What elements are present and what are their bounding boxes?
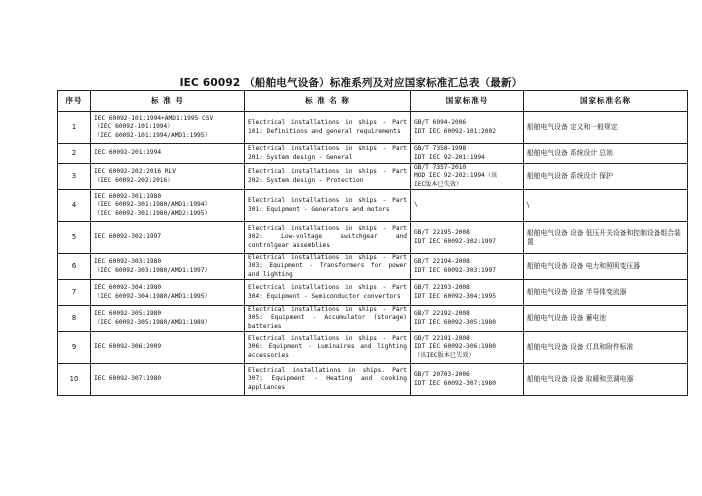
standard-number-line: IEC 60092-304:1980 bbox=[94, 284, 162, 292]
standard-number-cell bbox=[91, 112, 245, 144]
header-gb-no: 国家标准号 bbox=[411, 91, 524, 112]
gb-number-line: IDT IEC 60092-304:1995 bbox=[414, 292, 496, 300]
row-number: 9 bbox=[58, 332, 91, 364]
standard-number-line: （IEC 60092-301:1980/AMD2:1995） bbox=[94, 209, 211, 217]
gb-number-line: IDT IEC 92-201:1994 bbox=[414, 153, 485, 161]
row-number: 8 bbox=[58, 306, 91, 332]
standard-name-cell: Electrical installations in ships - Part 302: Low-voltage switchgear and controlgear assemblies bbox=[245, 222, 411, 254]
gb-name-cell: \ bbox=[524, 190, 688, 222]
row-number: 3 bbox=[58, 164, 91, 190]
gb-name-cell: 船舶电气设备 设备 灯具和附件标准 bbox=[524, 332, 688, 364]
header-no: 序号 bbox=[58, 91, 91, 112]
standard-number-cell bbox=[91, 306, 245, 332]
gb-number-line: GB/T 22192-2008 bbox=[414, 310, 470, 318]
gb-number-cell bbox=[411, 254, 524, 280]
gb-number-line: GB/T 6994-2006 bbox=[414, 119, 467, 127]
standard-name-cell: Electrical installations in ships - Part 304: Equipment - Semiconductor convertors bbox=[245, 280, 411, 306]
gb-number-line: GB/T 22194-2008 bbox=[414, 258, 470, 266]
table-row bbox=[58, 112, 688, 144]
gb-name-cell: 船舶电气设备 设备 低压开关设备和控制设备组合装置 bbox=[524, 222, 688, 254]
table-row bbox=[58, 254, 688, 280]
standard-number-line: （IEC 60092-202:2016） bbox=[94, 176, 174, 184]
header-gb-name: 国家标准名称 bbox=[524, 91, 688, 112]
gb-name-cell: 船舶电气设备 设备 蓄电池 bbox=[524, 306, 688, 332]
table-row bbox=[58, 364, 688, 396]
header-std-name: 标 准 名 称 bbox=[245, 91, 411, 112]
row-number: 2 bbox=[58, 144, 91, 164]
gb-number-line: GB/T 7358-1998 bbox=[414, 145, 467, 153]
standard-number-line: IEC 60092-101:1994+AMD1:1995 CSV bbox=[94, 115, 214, 123]
standard-number-line: IEC 60092-307:1980 bbox=[94, 375, 162, 383]
standard-name-cell: Electrical installations in ships. Part 307: Equipment - Heating and cooking appliances bbox=[245, 364, 411, 396]
gb-name-cell: 船舶电气设备 设备 取暖和烹调电器 bbox=[524, 364, 688, 396]
row-number: 5 bbox=[58, 222, 91, 254]
standard-number-cell bbox=[91, 222, 245, 254]
gb-name-cell: 船舶电气设备 设备 半导体变流器 bbox=[524, 280, 688, 306]
table-row bbox=[58, 190, 688, 222]
gb-number-cell bbox=[411, 364, 524, 396]
standard-number-cell bbox=[91, 364, 245, 396]
gb-number-cell bbox=[411, 144, 524, 164]
row-number: 10 bbox=[58, 364, 91, 396]
standard-number-line: （IEC 60092-101:1994/AMD1:1995） bbox=[94, 131, 211, 139]
gb-number-line: IDT IEC 60092-306:1980 bbox=[414, 343, 496, 351]
standard-number-line: （IEC 60092-101:1994） bbox=[94, 123, 174, 131]
gb-number-line: IDT IEC 60092-305:1980 bbox=[414, 318, 496, 326]
gb-number-line: IDT IEC 60092-101:2002 bbox=[414, 127, 496, 135]
gb-name-cell: 船舶电气设备 定义和一般规定 bbox=[524, 112, 688, 144]
row-number: 1 bbox=[58, 112, 91, 144]
table-row bbox=[58, 306, 688, 332]
gb-number-line: IDT IEC 60092-303:1997 bbox=[414, 266, 496, 274]
standard-number-line: IEC 60092-301:1980 bbox=[94, 193, 162, 201]
gb-number-cell bbox=[411, 112, 524, 144]
gb-number-line: GB/T 20703-2006 bbox=[414, 371, 470, 379]
gb-number-line: IDT IEC 60092-307:1980 bbox=[414, 379, 496, 387]
gb-number-line: IEC版本已失效） bbox=[414, 180, 463, 188]
row-number: 4 bbox=[58, 190, 91, 222]
standard-number-line: IEC 60092-201:1994 bbox=[94, 149, 162, 157]
table-row bbox=[58, 280, 688, 306]
standard-name-cell: Electrical installations in ships - Part 202: System design - Protection bbox=[245, 164, 411, 190]
gb-name-cell: 船舶电气设备 系统设计 保护 bbox=[524, 164, 688, 190]
standard-number-line: IEC 60092-305:1980 bbox=[94, 310, 162, 318]
standard-number-cell bbox=[91, 254, 245, 280]
gb-number-cell bbox=[411, 222, 524, 254]
standard-number-line: （IEC 60092-303:1980/AMD1:1997） bbox=[94, 266, 211, 274]
gb-number-line: GB/T 22195-2008 bbox=[414, 229, 470, 237]
standard-number-line: IEC 60092-202:2016 RLV bbox=[94, 168, 176, 176]
gb-number-cell bbox=[411, 164, 524, 190]
gb-number-cell bbox=[411, 190, 524, 222]
gb-number-line: \ bbox=[414, 201, 418, 209]
header-std-no: 标 准 号 bbox=[91, 91, 245, 112]
document-title: IEC 60092 （船舶电气设备）标准系列及对应国家标准汇总表（最新） bbox=[179, 77, 523, 89]
gb-number-line: （该IEC版本已失效） bbox=[414, 351, 475, 359]
standard-number-cell bbox=[91, 144, 245, 164]
gb-number-line: GB/T 22191-2008 bbox=[414, 335, 470, 343]
gb-number-line: MOD IEC 92-202:1994（该 bbox=[414, 172, 498, 180]
standard-number-line: IEC 60092-306:2009 bbox=[94, 343, 162, 351]
standard-number-line: （IEC 60092-301:1980/AMD1:1994） bbox=[94, 201, 211, 209]
standard-name-cell: Electrical installations in ships - Part 201: System design - General bbox=[245, 144, 411, 164]
gb-name-cell: 船舶电气设备 系统设计 总则 bbox=[524, 144, 688, 164]
standard-name-cell: Electrical installations in ships - Part 306: Equipment - Luminaires and lighting accessories bbox=[245, 332, 411, 364]
standard-number-line: IEC 60092-303:1980 bbox=[94, 258, 162, 266]
table-row bbox=[58, 332, 688, 364]
table-header-row bbox=[58, 91, 688, 112]
standard-number-cell bbox=[91, 332, 245, 364]
standard-name-cell: Electrical installations in ships - Part 303: Equipment - Transformers for power and lighting bbox=[245, 254, 411, 280]
row-number: 6 bbox=[58, 254, 91, 280]
standard-number-line: （IEC 60092-304:1980/AMD1:1995） bbox=[94, 292, 211, 300]
standard-number-cell bbox=[91, 190, 245, 222]
gb-number-line: GB/T 22193-2008 bbox=[414, 284, 470, 292]
gb-number-line: IDT IEC 60092-302:1997 bbox=[414, 237, 496, 245]
gb-number-cell bbox=[411, 332, 524, 364]
standard-name-cell: Electrical installations in ships - Part 301: Equipment - Generators and motors bbox=[245, 190, 411, 222]
row-number: 7 bbox=[58, 280, 91, 306]
table-row bbox=[58, 222, 688, 254]
standards-table bbox=[57, 90, 688, 396]
standard-name-cell: Electrical installations in ships - Part 305: Equipment - Accumulator (storage) batteries bbox=[245, 306, 411, 332]
standard-number-cell bbox=[91, 280, 245, 306]
standard-number-cell bbox=[91, 164, 245, 190]
standard-number-line: IEC 60092-302:1997 bbox=[94, 233, 162, 241]
gb-number-cell bbox=[411, 306, 524, 332]
gb-number-line: GB/T 7357-2010 bbox=[414, 164, 467, 172]
gb-number-cell bbox=[411, 280, 524, 306]
standard-name-cell: Electrical installations in ships - Part 101: Definitions and general requirements bbox=[245, 112, 411, 144]
table-row bbox=[58, 144, 688, 164]
table-body bbox=[58, 112, 688, 396]
standard-number-line: （IEC 60092-305:1980/AMD1:1989） bbox=[94, 318, 211, 326]
gb-name-cell: 船舶电气设备 设备 电力和照明变压器 bbox=[524, 254, 688, 280]
table-row bbox=[58, 164, 688, 190]
